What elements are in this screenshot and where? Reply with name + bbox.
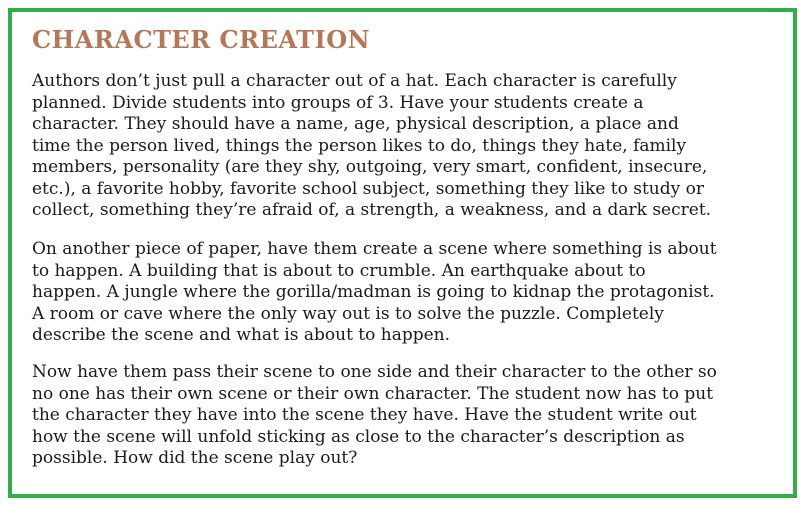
paragraph-swap — [32, 362, 792, 470]
text-line: Authors don’t just pull a character out of a hat. Each character is carefully — [32, 71, 677, 91]
text-line: happen. A jungle where the gorilla/madman is going to kidnap the protagonist. — [32, 282, 715, 302]
text-line: character. They should have a name, age, physical description, a place and — [32, 114, 679, 134]
text-line: members, personality (are they shy, outgoing, very smart, confident, insecure, — [32, 157, 708, 177]
text-line: describe the scene and what is about to happen. — [32, 325, 451, 345]
text-line: no one has their own scene or their own character. The student now has to put — [32, 383, 714, 404]
text-line: Now have them pass their scene to one side and their character to the other so — [32, 362, 717, 382]
text-line: etc.), a favorite hobby, favorite school subject, something they like to study or — [32, 178, 705, 199]
text-line: possible. How did the scene play out? — [32, 448, 358, 468]
text-line: planned. Divide students into groups of 3. Have your students create a — [32, 92, 644, 113]
text-line: the character they have into the scene they have. Have the student write out — [32, 405, 697, 425]
text-line: how the scene will unfold sticking as close to the character’s description as — [32, 426, 685, 447]
paragraph-scene — [32, 239, 792, 347]
text-line: to happen. A building that is about to crumble. An earthquake about to — [32, 260, 646, 281]
paragraph-character — [32, 71, 792, 222]
text-line: time the person lived, things the person likes to do, things they hate, family — [32, 135, 687, 156]
activity-box — [8, 8, 797, 498]
text-line: A room or cave where the only way out is to solve the puzzle. Completely — [32, 303, 664, 324]
page-title: CHARACTER CREATION — [32, 25, 371, 54]
text-line: On another piece of paper, have them create a scene where something is about — [32, 239, 717, 259]
text-line: collect, something they’re afraid of, a strength, a weakness, and a dark secret. — [32, 200, 712, 220]
